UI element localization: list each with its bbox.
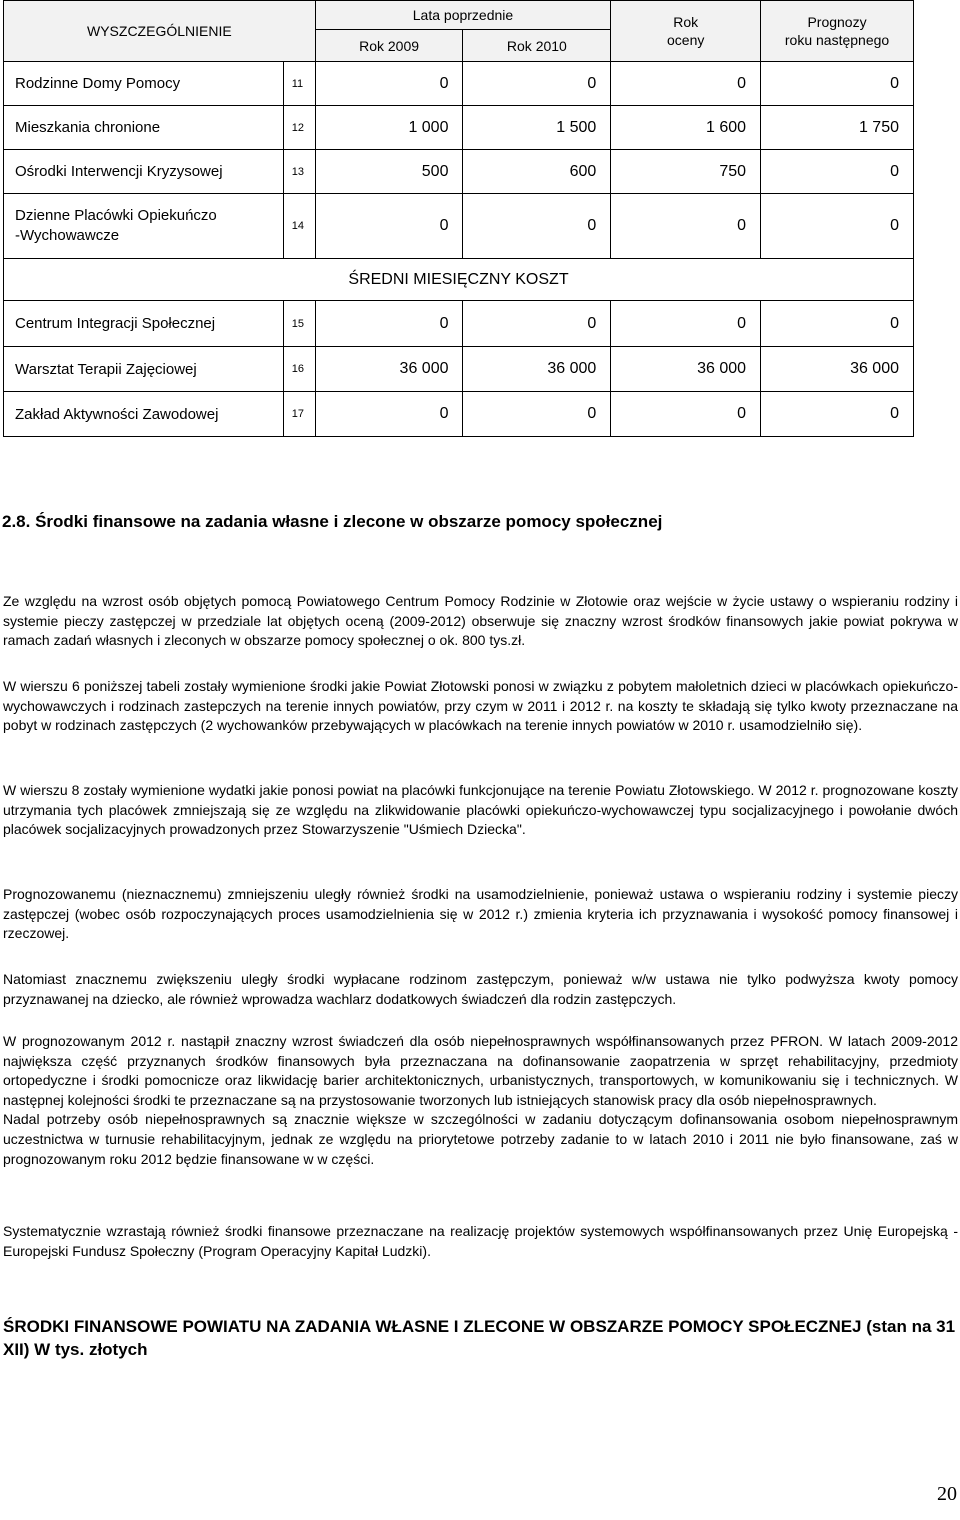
- value-2009: 36 000: [315, 347, 463, 392]
- paragraph-5: Natomiast znacznemu zwiększeniu uległy środki wypłacane rodzinom zastępczym, ponieważ w/w ustawa nie tylko podwyższa kwoty pomocy przyznawanej na dziecko, ale również wprowadza wachlarz dodatkowych świadczeń dla rodzin zastępczych.: [3, 971, 958, 1007]
- paragraph-4: Prognozowanemu (nieznacznemu) zmniejszeniu uległy również środki na usamodzielnienie, ponieważ ustawa o wspieraniu rodziny i systemie pieczy zastępczej (wobec osób rozpoczynających proces usamodzielnienia się w 2012 r.) zmienia kryteria ich przyznawania i wysokość pomocy finansowej i rzeczowej.: [3, 886, 958, 942]
- paragraph-1: Ze względu na wzrost osób objętych pomocą Powiatowego Centrum Pomocy Rodzinie w Złotowie oraz wejście w życie ustawy o wspieraniu rodziny i systemie pieczy zastępczej w przedziale lat objętych oceną (2009-2012) obserwuje się znaczny wzrost środków finansowych jakie powiat pokrywa w ramach zadań własnych i zleconych w obszarze pomocy społecznej o ok. 800 tys.zł.: [3, 593, 958, 649]
- paragraph-3: W wierszu 8 zostały wymienione wydatki jakie ponosi powiat na placówki funkcjonujące na terenie Powiatu Złotowskiego. W 2012 r. prognozowane koszty utrzymania tych placówek zmniejszają się ze względu na zlikwidowanie placówki opiekuńczo-wychowawczej typu socjalizacyjnego i powołanie dwóch placówek socjalizacyjnych prowadzonych przez Stowarzyszenie "Uśmiech Dziecka".: [3, 782, 958, 838]
- value-2010: 36 000: [463, 347, 611, 392]
- section-heading: 2.8. Środki finansowe na zadania własne i zlecone w obszarze pomocy społecznej: [2, 512, 663, 531]
- header-past-years: Lata poprzednie: [315, 1, 611, 30]
- row-label: Rodzinne Domy Pomocy: [4, 62, 284, 106]
- value-assessment: 0: [611, 62, 761, 106]
- value-assessment: 1 600: [611, 106, 761, 150]
- row-index: 14: [283, 194, 315, 259]
- row-label: Mieszkania chronione: [4, 106, 284, 150]
- paragraph-2: W wierszu 6 poniższej tabeli zostały wymienione środki jakie Powiat Złotowski ponosi w związku z pobytem małoletnich dzieci w placówkach opiekuńczo-wychowawczych i rodzinach zastepczych na terenie innych powiatów, przy czym w 2011 i 2012 r. na koszty te składają się tylko kwoty przeznaczane na pobyt w rodzinach zastępczych (2 wychowanków przebywających w placówkach na terenie innych powiatów w 2010 r. usamodzielniło się).: [3, 678, 958, 734]
- row-index: 11: [283, 62, 315, 106]
- header-year-2009: Rok 2009: [315, 30, 463, 62]
- value-assessment: 36 000: [611, 347, 761, 392]
- value-forecast: 0: [761, 194, 914, 259]
- row-index: 15: [283, 301, 315, 347]
- value-2009: 0: [315, 194, 463, 259]
- value-2010: 0: [463, 392, 611, 437]
- row-label: Centrum Integracji Społecznej: [4, 301, 284, 347]
- section-title: ŚREDNI MIESIĘCZNY KOSZT: [4, 259, 914, 301]
- value-forecast: 0: [761, 150, 914, 194]
- value-2009: 0: [315, 62, 463, 106]
- table-section-row: [4, 259, 914, 301]
- table-row: [4, 150, 914, 194]
- table-row: [4, 106, 914, 150]
- value-2009: 1 000: [315, 106, 463, 150]
- row-label: Ośrodki Interwencji Kryzysowej: [4, 150, 284, 194]
- row-label: Warsztat Terapii Zajęciowej: [4, 347, 284, 392]
- value-forecast: 0: [761, 392, 914, 437]
- row-label: Zakład Aktywności Zawodowej: [4, 392, 284, 437]
- value-2009: 500: [315, 150, 463, 194]
- value-assessment: 0: [611, 301, 761, 347]
- value-assessment: 0: [611, 194, 761, 259]
- value-forecast: 0: [761, 62, 914, 106]
- value-2009: 0: [315, 392, 463, 437]
- row-index: 12: [283, 106, 315, 150]
- paragraph-7: Systematycznie wzrastają również środki finansowe przeznaczane na realizację projektów systemowych współfinansowanych przez Unię Europejską - Europejski Fundusz Społeczny (Program Operacyjny Kapitał Ludzki).: [3, 1223, 958, 1259]
- value-2010: 0: [463, 301, 611, 347]
- table-row: [4, 62, 914, 106]
- table-row: [4, 347, 914, 392]
- table-row: [4, 301, 914, 347]
- final-table-heading: ŚRODKI FINANSOWE POWIATU NA ZADANIA WŁASNE I ZLECONE W OBSZARZE POMOCY SPOŁECZNEJ (stan na 31 XII) W tys. złotych: [3, 1317, 956, 1359]
- value-2010: 0: [463, 62, 611, 106]
- value-forecast: 0: [761, 301, 914, 347]
- cost-table: [3, 0, 914, 437]
- header-assessment-year: Rok oceny: [611, 1, 761, 62]
- row-label: Dzienne Placówki Opiekuńczo -Wychowawcze: [4, 194, 284, 259]
- value-forecast: 36 000: [761, 347, 914, 392]
- value-assessment: 750: [611, 150, 761, 194]
- row-index: 16: [283, 347, 315, 392]
- row-index: 17: [283, 392, 315, 437]
- header-wyszczegolnienie: WYSZCZEGÓLNIENIE: [4, 1, 316, 62]
- value-2010: 600: [463, 150, 611, 194]
- header-forecast: Prognozy roku następnego: [761, 1, 914, 62]
- value-assessment: 0: [611, 392, 761, 437]
- paragraph-6: W prognozowanym 2012 r. nastąpił znaczny wzrost świadczeń dla osób niepełnosprawnych współfinansowanych przez PFRON. W latach 2009-2012 największa część przyznanych środków finansowych była przeznaczana na dofinansowanie zaopatrzenia w sprzęt rehabilitacyjny, przedmioty ortopedyczne i środki pomocnicze oraz likwidację barier architektonicznych, urbanistycznych, transportowych, w komunikowaniu się i technicznych. W następnej kolejności środki te przeznaczane są na przystosowanie tworzonych lub istniejących stanowisk pracy dla osób niepełnosprawnych. Nadal potrzeby osób niepełnosprawnych są znacznie większe w szczególności w zadaniu dotyczącym dofinansowania osobom niepełnosprawnym uczestnictwa w turnusie rehabilitacyjnym, jednak ze względu na priorytetowe potrzeby zadanie to w latach 2010 i 2011 nie było finansowane, zaś w prognozowanym roku 2012 będzie finansowane w w części.: [3, 1033, 958, 1167]
- table-header-row: [4, 1, 914, 30]
- row-index: 13: [283, 150, 315, 194]
- table-row: [4, 194, 914, 259]
- table-row: [4, 392, 914, 437]
- value-2010: 0: [463, 194, 611, 259]
- value-2010: 1 500: [463, 106, 611, 150]
- page-number: 20: [937, 1483, 957, 1505]
- value-2009: 0: [315, 301, 463, 347]
- header-year-2010: Rok 2010: [463, 30, 611, 62]
- value-forecast: 1 750: [761, 106, 914, 150]
